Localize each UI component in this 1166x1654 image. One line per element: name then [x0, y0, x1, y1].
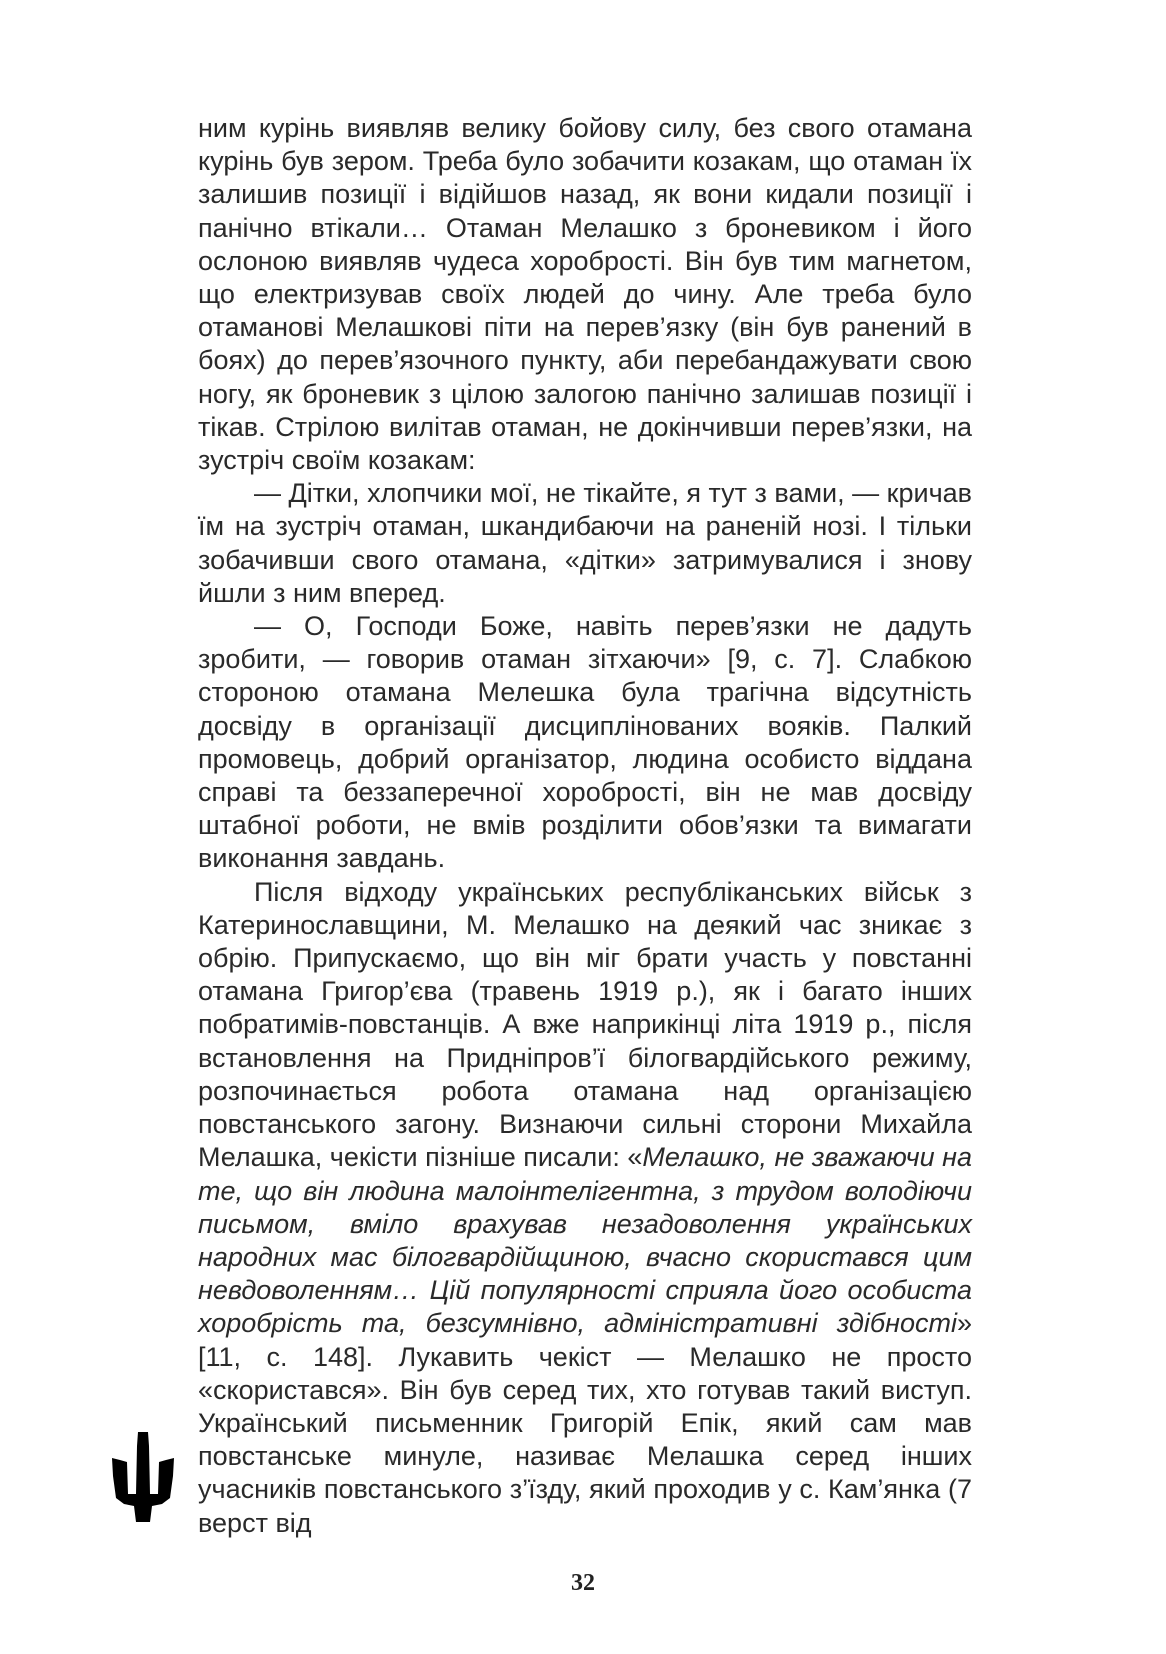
- chekist-quote: Мелашко, не зважаючи на те, що він людина малоінтелігентна, з трудом володіючи письмом, вміло врахував незадоволення українських народних мас білогвардійщиною, вчасно скористався цим невдоволенням… Цій популярності сприяла його особиста хоробрість та, безсумнівно, адміністративні здібності: [198, 1142, 972, 1339]
- paragraph-1: ним курінь виявляв велику бойову силу, без свого отамана курінь був зером. Треба було зобачити козакам, що отаман їх залишив позиції і відійшов назад, як вони кидали позиції і панічно втікали… Отаман Мелашко з броневиком і його ослоною виявляв чудеса хоробрості. Він був тим магнетом, що електризував своїх людей до чину. Але треба було отаманові Мелашкові піти на перев’язку (він був ранений в боях) до перев’язочного пункту, аби перебандажувати свою ногу, як броневик з цілою залогою панічно залишав позиції і тікав. Стрілою вилітав отаман, не докінчивши перев’язки, на зустріч своїм козакам:: [198, 113, 972, 476]
- paragraph-3-dialogue: — О, Господи Боже, навіть перев’язки не дадуть зробити, — говорив отаман зітхаючи» [9, с. 7]. Слабкою стороною отамана Мелешка була трагічна відсутність досвіду в організації дисциплінованих вояків. Палкий промовець, добрий організатор, людина особисто віддана справі та беззаперечної хоробрості, він не мав досвіду штабної роботи, не вмів розділити обов’язки та вимагати виконання завдань.: [198, 611, 972, 874]
- trident-emblem-icon: [112, 1432, 174, 1522]
- paragraph-4-intro: Після відходу українських республіканських військ з Катеринославщини, М. Мелашко на деякий час зникає з обрію. Припускаємо, що він міг брати участь у повстанні отамана Григор’єва (травень 1919 р.), як і багато інших побратимів-повстанців. А вже наприкінці літа 1919 р., після встановлення на Придніпров’ї білогвардійського режиму, розпочинається робота отамана над організацією повстанського загону. Визнаючи сильні сторони Михайла Мелашка, чекісти пізніше писали: «: [198, 876, 972, 1173]
- paragraph-4-continuation: » [11, с. 148]. Лукавить чекіст — Мелашко не просто «скористався». Він був серед тих, хто готував такий виступ. Український письменник Григорій Епік, який сам мав повстанське минуле, називає Мелашка серед інших учасників повстанського з’їзду, який проходив у с. Кам’янка (7 верст від: [198, 1308, 972, 1538]
- paragraph-2-dialogue: — Дітки, хлопчики мої, не тікайте, я тут з вами, — кричав їм на зустріч отаман, шкандибаючи на раненій нозі. І тільки зобачивши свого отамана, «дітки» затримувалися і знову йшли з ним вперед.: [198, 478, 972, 608]
- paragraph-4: [198, 876, 972, 1540]
- body-text: [198, 112, 972, 1540]
- page-number: 32: [571, 1570, 595, 1596]
